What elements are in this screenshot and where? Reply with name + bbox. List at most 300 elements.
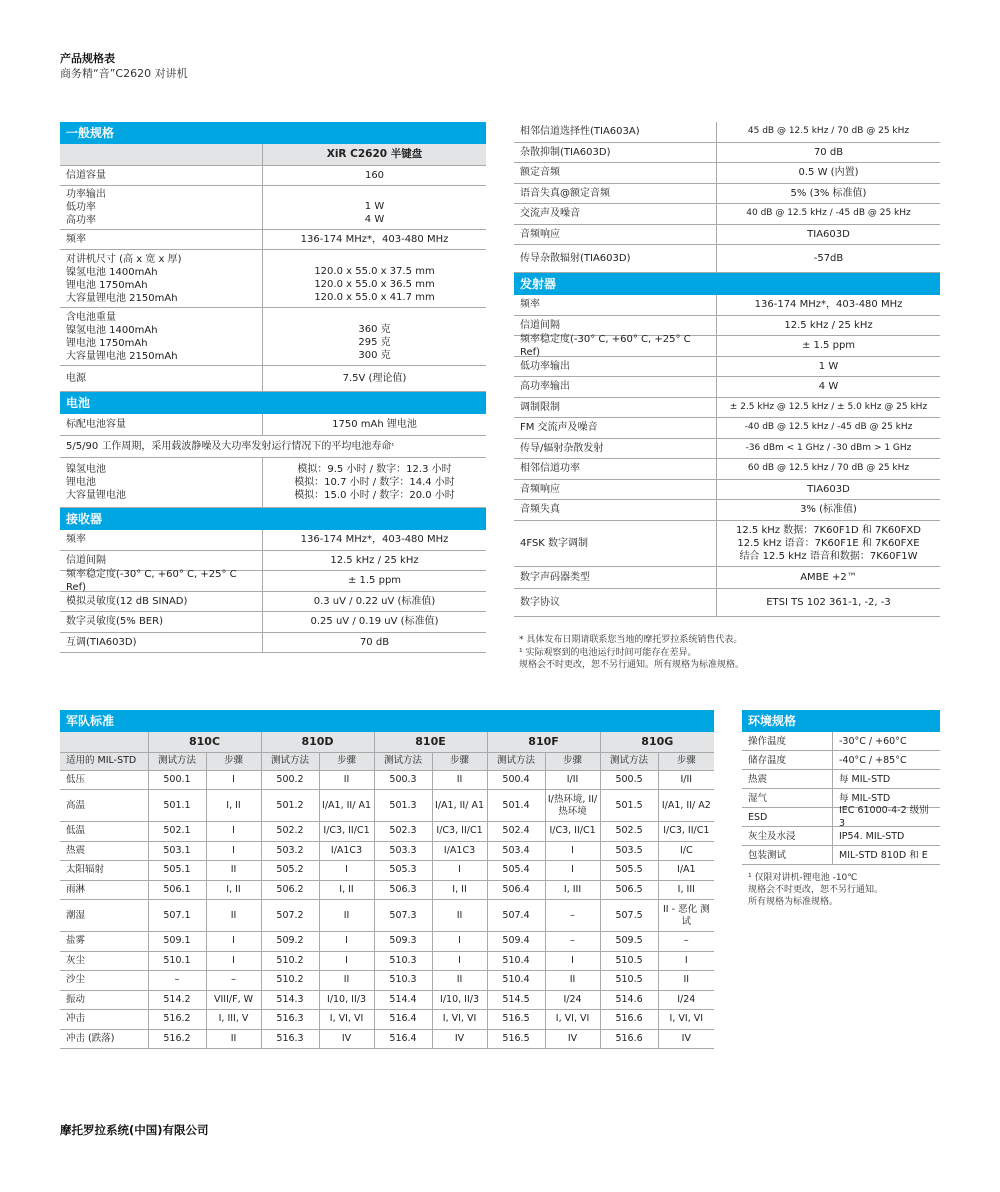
env-label: ESD xyxy=(748,811,768,823)
test-procedure: I, VI, VI xyxy=(658,1010,714,1030)
battery-cycle-row xyxy=(60,436,486,458)
receiver-heading: 接收器 xyxy=(60,508,486,530)
step-header: 步骤 xyxy=(319,752,374,770)
env-label: 操作温度 xyxy=(748,735,787,747)
spec-label: 信道间隔 xyxy=(66,554,106,566)
env-value: 每 MIL-STD xyxy=(832,770,940,788)
transmitter-spec-row xyxy=(514,480,940,501)
transmitter-spec-row xyxy=(514,377,940,398)
method-header: 测试方法 xyxy=(374,752,432,770)
battery-type-label: 镍氢电池 xyxy=(66,464,106,475)
spec-value: 0.5 W (内置) xyxy=(716,163,940,183)
military-test-row xyxy=(60,1010,714,1030)
standard-version-header: 810E xyxy=(374,732,487,752)
military-test-row xyxy=(60,1029,714,1049)
environment-row xyxy=(742,827,940,846)
spec-value xyxy=(716,521,940,566)
test-procedure: I, II xyxy=(319,880,374,900)
test-procedure: I/C3, II/C1 xyxy=(658,822,714,842)
battery-type-label: 大容量锂电池 xyxy=(66,490,126,501)
test-procedure: I/A1C3 xyxy=(432,841,487,861)
test-method: 516.3 xyxy=(261,1029,319,1049)
test-procedure: I xyxy=(319,861,374,881)
spec-value: 70 dB xyxy=(716,143,940,163)
test-method: 514.4 xyxy=(374,990,432,1010)
test-name: 雨淋 xyxy=(60,880,148,900)
test-method: 502.2 xyxy=(261,822,319,842)
test-procedure: I, VI, VI xyxy=(432,1010,487,1030)
test-method: 514.5 xyxy=(487,990,545,1010)
spec-value: 70 dB xyxy=(262,633,486,653)
spec-label: 杂散抑制(TIA603D) xyxy=(520,146,611,158)
test-method: 516.4 xyxy=(374,1010,432,1030)
test-procedure: VIII/F, W xyxy=(206,990,261,1010)
test-procedure: I xyxy=(432,932,487,952)
footnote-line: 规格会不时更改，恕不另行通知。所有规格为标准规格。 xyxy=(519,660,745,670)
transmitter-spec-row xyxy=(514,418,940,439)
test-procedure: I/II xyxy=(658,770,714,790)
spec-label: 4FSK 数字调制 xyxy=(520,537,589,549)
corner-blank xyxy=(60,732,148,752)
test-method: 510.2 xyxy=(261,971,319,991)
env-footnote-line: 所有规格为标准规格。 xyxy=(748,897,839,907)
spec-value: 136-174 MHz*，403-480 MHz xyxy=(262,530,486,550)
spec-label-line: 频率 xyxy=(66,234,86,245)
military-standards-table xyxy=(60,732,714,1049)
spec-label xyxy=(60,230,262,249)
battery-capacity-value: 1750 mAh 锂电池 xyxy=(262,414,486,435)
test-name: 热震 xyxy=(60,841,148,861)
doc-title: 产品规格表 xyxy=(60,52,115,65)
transmitter-spec-row xyxy=(514,567,940,589)
spec-value xyxy=(716,589,940,616)
test-method: 501.4 xyxy=(487,790,545,822)
env-value: -40°C / +85°C xyxy=(832,751,940,769)
spec-label: FM 交流声及噪音 xyxy=(520,422,598,434)
spec-label: 数字协议 xyxy=(520,596,560,608)
test-name: 沙尘 xyxy=(60,971,148,991)
test-method: 507.5 xyxy=(600,900,658,932)
spec-label-line: 信道容量 xyxy=(66,170,106,181)
test-procedure: II xyxy=(432,971,487,991)
environment-row xyxy=(742,770,940,789)
spec-value-line: -36 dBm < 1 GHz / -30 dBm > 1 GHz xyxy=(745,442,912,453)
spec-value-line: 12.5 kHz 数据：7K60F1D 和 7K60FXD xyxy=(736,524,921,536)
test-name: 潮湿 xyxy=(60,900,148,932)
spec-label-line: 对讲机尺寸 (高 x 宽 x 厚) xyxy=(66,253,182,265)
left-spec-column xyxy=(60,122,486,653)
test-method: 516.6 xyxy=(600,1010,658,1030)
env-label: 热震 xyxy=(748,773,768,785)
test-procedure: II xyxy=(432,770,487,790)
test-procedure: – xyxy=(545,932,600,952)
test-method: 505.4 xyxy=(487,861,545,881)
transmitter-spec-row xyxy=(514,333,940,358)
spec-value-line: 1 W xyxy=(818,360,839,372)
spec-value-line: TIA603D xyxy=(807,483,850,495)
spec-value xyxy=(716,377,940,397)
test-procedure: I/C3, II/C1 xyxy=(545,822,600,842)
spec-value: 0.25 uV / 0.19 uV (标准值) xyxy=(262,612,486,632)
test-procedure: I xyxy=(206,932,261,952)
spec-value-line: 12.5 kHz / 25 kHz xyxy=(784,319,873,331)
military-test-row xyxy=(60,932,714,952)
test-method: 502.1 xyxy=(148,822,206,842)
env-label: 包装测试 xyxy=(748,849,787,861)
standard-version-header: 810C xyxy=(148,732,261,752)
spec-value xyxy=(716,398,940,418)
military-test-row xyxy=(60,971,714,991)
test-procedure: II xyxy=(319,900,374,932)
spec-value-line: 295 克 xyxy=(358,337,391,348)
test-method: 505.3 xyxy=(374,861,432,881)
test-procedure: I/C3, II/C1 xyxy=(432,822,487,842)
spec-label-line: 镍氢电池 1400mAh xyxy=(66,266,158,278)
test-procedure: I/A1, II/ A1 xyxy=(319,790,374,822)
military-test-row xyxy=(60,880,714,900)
test-procedure: I, III, V xyxy=(206,1010,261,1030)
test-procedure: I xyxy=(432,861,487,881)
test-method: 510.3 xyxy=(374,971,432,991)
test-method: 506.1 xyxy=(148,880,206,900)
test-method: 500.2 xyxy=(261,770,319,790)
transmitter-spec-rows xyxy=(514,295,940,617)
spec-label: 互调(TIA603D) xyxy=(66,636,137,648)
spec-value xyxy=(262,166,486,185)
test-name: 冲击 (跌落) xyxy=(60,1029,148,1049)
test-procedure: – xyxy=(206,971,261,991)
test-method: 500.5 xyxy=(600,770,658,790)
test-method: 506.3 xyxy=(374,880,432,900)
receiver-spec-rows xyxy=(60,530,486,653)
spec-label: 模拟灵敏度(12 dB SINAD) xyxy=(66,595,188,607)
spec-label-line: 锂电池 1750mAh xyxy=(66,337,148,349)
test-name: 冲击 xyxy=(60,1010,148,1030)
spec-value xyxy=(262,308,486,365)
test-method: 500.1 xyxy=(148,770,206,790)
spec-value: 40 dB @ 12.5 kHz / -45 dB @ 25 kHz xyxy=(716,204,940,224)
test-method: 510.3 xyxy=(374,951,432,971)
general-spec-row xyxy=(60,186,486,230)
test-method: 510.1 xyxy=(148,951,206,971)
spec-value-line: 120.0 x 55.0 x 36.5 mm xyxy=(314,279,435,290)
spec-value: 5% (3% 标准值) xyxy=(716,184,940,204)
test-method: 507.2 xyxy=(261,900,319,932)
spec-value-line: AMBE +2™ xyxy=(800,571,857,583)
military-table-body xyxy=(60,732,714,1049)
test-method: 516.6 xyxy=(600,1029,658,1049)
environment-row xyxy=(742,751,940,770)
test-name: 低温 xyxy=(60,822,148,842)
spec-label-line: 大容量锂电池 2150mAh xyxy=(66,292,178,304)
transmitter-spec-row xyxy=(514,439,940,460)
test-method: 507.4 xyxy=(487,900,545,932)
spec-label: 调制限制 xyxy=(520,401,560,413)
test-procedure: I/A1 xyxy=(658,861,714,881)
spec-value: TIA603D xyxy=(716,225,940,245)
spec-value xyxy=(716,567,940,588)
general-spec-rows xyxy=(60,166,486,392)
test-procedure: I, II xyxy=(432,880,487,900)
receiver-spec-row xyxy=(60,568,486,593)
spec-label: 数字声码器类型 xyxy=(520,571,590,583)
spec-value xyxy=(262,186,486,229)
test-procedure: IV xyxy=(432,1029,487,1049)
receiver-spec-row xyxy=(514,143,940,164)
general-spec-row xyxy=(60,308,486,366)
test-method: 503.3 xyxy=(374,841,432,861)
applicable-mil-std-label: 适用的 MIL-STD xyxy=(60,752,148,770)
spec-label-line: 含电池重量 xyxy=(66,311,116,323)
transmitter-spec-row xyxy=(514,295,940,316)
test-procedure: II xyxy=(206,861,261,881)
transmitter-spec-row xyxy=(514,357,940,378)
env-value: 每 MIL-STD xyxy=(832,789,940,807)
environment-footnotes xyxy=(748,872,948,908)
company-footer: 摩托罗拉系统(中国)有限公司 xyxy=(60,1123,209,1137)
spec-value-line: 300 克 xyxy=(358,350,391,361)
footnote-line: * 具体发布日期请联系您当地的摩托罗拉系统销售代表。 xyxy=(519,635,743,645)
test-method: 510.4 xyxy=(487,951,545,971)
test-procedure: I, II xyxy=(206,880,261,900)
footnote-line: ¹ 实际观察到的电池运行时间可能存在差异。 xyxy=(519,647,697,658)
spec-label-line: 功率输出 xyxy=(66,189,106,200)
battery-life-values xyxy=(262,458,486,507)
right-spec-column xyxy=(514,122,940,617)
battery-heading: 电池 xyxy=(60,392,486,414)
env-footnote-line: ¹ 仅限对讲机-锂电池 -10℃ xyxy=(748,873,858,883)
spec-label-line: 高功率 xyxy=(66,215,96,226)
env-value: -30°C / +60°C xyxy=(832,732,940,750)
method-header: 测试方法 xyxy=(148,752,206,770)
battery-life-row xyxy=(60,458,486,508)
test-name: 振动 xyxy=(60,990,148,1010)
model-header-row xyxy=(60,144,486,166)
general-spec-row xyxy=(60,250,486,308)
receiver-spec-row xyxy=(60,633,486,654)
method-header: 测试方法 xyxy=(487,752,545,770)
step-header: 步骤 xyxy=(432,752,487,770)
spec-value-line: -40 dB @ 12.5 kHz / -45 dB @ 25 kHz xyxy=(744,422,913,433)
spec-label: 低功率输出 xyxy=(520,360,570,372)
spec-label: 数字灵敏度(5% BER) xyxy=(66,616,163,628)
receiver-spec-row xyxy=(514,204,940,225)
spec-value: -57dB xyxy=(716,245,940,272)
spec-label-line: 低功率 xyxy=(66,202,96,213)
model-name: XiR C2620 半键盘 xyxy=(262,144,486,165)
test-method: 500.3 xyxy=(374,770,432,790)
spec-value xyxy=(716,439,940,459)
test-method: 516.2 xyxy=(148,1029,206,1049)
method-step-header-row xyxy=(60,752,714,770)
transmitter-spec-row xyxy=(514,589,940,617)
step-header: 步骤 xyxy=(206,752,261,770)
military-test-row xyxy=(60,900,714,932)
spec-value xyxy=(716,480,940,500)
test-procedure: I/热环境, II/热环境 xyxy=(545,790,600,822)
transmitter-spec-row xyxy=(514,398,940,419)
spec-label: 频率稳定度(-30° C, +60° C, +25° C Ref) xyxy=(520,333,691,358)
test-procedure: II xyxy=(658,971,714,991)
battery-life-value: 模拟：9.5 小时 / 数字：12.3 小时 xyxy=(297,464,452,475)
test-method: 506.2 xyxy=(261,880,319,900)
spec-value-line: 136-174 MHz*，403-480 MHz xyxy=(754,299,903,311)
test-method: 505.2 xyxy=(261,861,319,881)
test-procedure: IV xyxy=(319,1029,374,1049)
env-footnote-line: 规格会不时更改，恕不另行通知。 xyxy=(748,885,884,895)
spec-value-line: 结合 12.5 kHz 语音和数据：7K60F1W xyxy=(739,550,918,562)
spec-value xyxy=(262,230,486,249)
military-test-row xyxy=(60,841,714,861)
spec-value-line: 12.5 kHz 语音：7K60F1E 和 7K60FXE xyxy=(737,537,920,549)
test-procedure: I, VI, VI xyxy=(319,1010,374,1030)
spec-value-line: 120.0 x 55.0 x 41.7 mm xyxy=(314,292,435,303)
spec-label: 音频失真 xyxy=(520,504,560,516)
military-heading: 军队标准 xyxy=(60,710,714,732)
environment-rows xyxy=(742,732,940,865)
test-procedure: I xyxy=(545,951,600,971)
test-procedure: II xyxy=(432,900,487,932)
test-method: 501.5 xyxy=(600,790,658,822)
test-method: 509.4 xyxy=(487,932,545,952)
step-header: 步骤 xyxy=(545,752,600,770)
spec-value-line: 7.5V (理论值) xyxy=(342,373,407,384)
method-header: 测试方法 xyxy=(261,752,319,770)
test-method: 505.1 xyxy=(148,861,206,881)
receiver-spec-row xyxy=(60,592,486,613)
spec-label: 传导杂散辐射(TIA603D) xyxy=(520,253,631,264)
test-method: 507.1 xyxy=(148,900,206,932)
test-method: – xyxy=(148,971,206,991)
test-method: 506.4 xyxy=(487,880,545,900)
spec-value xyxy=(716,295,940,315)
env-value: MIL-STD 810D 和 E xyxy=(832,846,940,864)
spec-label: 音频响应 xyxy=(520,228,560,240)
test-method: 505.5 xyxy=(600,861,658,881)
receiver-spec-row xyxy=(514,184,940,205)
military-standards-panel xyxy=(60,710,714,1049)
step-header: 步骤 xyxy=(658,752,714,770)
spec-label: 相邻信道选择性(TIA603A) xyxy=(520,126,640,138)
test-method: 509.2 xyxy=(261,932,319,952)
receiver-spec-row xyxy=(60,612,486,633)
battery-life-value: 模拟：10.7 小时 / 数字：14.4 小时 xyxy=(294,477,455,488)
spec-label: 相邻信道功率 xyxy=(520,463,580,475)
transmitter-spec-row xyxy=(514,500,940,521)
spec-value-line: ETSI TS 102 361-1, -2, -3 xyxy=(766,596,891,608)
spec-value-line: 3% (标准值) xyxy=(800,504,857,516)
spec-value: 45 dB @ 12.5 kHz / 70 dB @ 25 kHz xyxy=(716,122,940,142)
test-procedure: I xyxy=(206,841,261,861)
spec-value-line: 60 dB @ 12.5 kHz / 70 dB @ 25 kHz xyxy=(747,463,910,474)
spec-value-line: ± 2.5 kHz @ 12.5 kHz / ± 5.0 kHz @ 25 kHz xyxy=(729,401,928,412)
receiver-spec-row xyxy=(514,163,940,184)
spec-label xyxy=(60,186,262,229)
spec-value-line: 360 克 xyxy=(358,324,391,335)
standard-version-header: 810F xyxy=(487,732,600,752)
spec-value xyxy=(716,500,940,520)
transmitter-spec-row xyxy=(514,521,940,567)
standard-version-header: 810D xyxy=(261,732,374,752)
military-test-row xyxy=(60,861,714,881)
battery-cycle-footnote-mark: ¹ xyxy=(391,442,395,450)
test-method: 507.3 xyxy=(374,900,432,932)
spec-value: ± 1.5 ppm xyxy=(262,571,486,591)
spec-label: 音频响应 xyxy=(520,483,560,495)
spec-label: 额定音频 xyxy=(520,167,560,179)
battery-capacity-row xyxy=(60,414,486,436)
transmitter-spec-row xyxy=(514,459,940,480)
spec-label: 频率 xyxy=(520,299,540,311)
doc-subtitle: 商务精“音”C2620 对讲机 xyxy=(60,67,188,80)
test-procedure: I/A1, II/ A2 xyxy=(658,790,714,822)
spec-label: 频率稳定度(-30° C, +60° C, +25° C Ref) xyxy=(66,568,237,593)
spec-value-line: ± 1.5 ppm xyxy=(801,340,856,352)
method-header: 测试方法 xyxy=(600,752,658,770)
standard-version-header: 810G xyxy=(600,732,714,752)
env-value: IP54. MIL-STD xyxy=(832,827,940,845)
spec-label-line: 镍氢电池 1400mAh xyxy=(66,324,158,336)
military-test-row xyxy=(60,770,714,790)
receiver-continued-rows xyxy=(514,122,940,273)
battery-type-label: 锂电池 xyxy=(66,477,96,488)
spec-value-line: 136-174 MHz*，403-480 MHz xyxy=(300,234,449,245)
test-name: 盐雾 xyxy=(60,932,148,952)
spec-value: 12.5 kHz / 25 kHz xyxy=(262,551,486,571)
test-method: 502.5 xyxy=(600,822,658,842)
test-procedure: I/24 xyxy=(545,990,600,1010)
battery-life-value: 模拟：15.0 小时 / 数字：20.0 小时 xyxy=(294,490,455,501)
test-procedure: I xyxy=(319,932,374,952)
spec-value xyxy=(262,250,486,307)
test-method: 501.2 xyxy=(261,790,319,822)
test-method: 509.5 xyxy=(600,932,658,952)
spec-value: 0.3 uV / 0.22 uV (标准值) xyxy=(262,592,486,612)
test-procedure: I xyxy=(206,822,261,842)
test-procedure: I xyxy=(319,951,374,971)
spec-label-line: 大容量锂电池 2150mAh xyxy=(66,350,178,362)
spec-label xyxy=(60,366,262,391)
test-method: 510.5 xyxy=(600,971,658,991)
test-method: 510.4 xyxy=(487,971,545,991)
spec-label xyxy=(60,250,262,307)
test-procedure: II - 恶化 测试 xyxy=(658,900,714,932)
spec-value-line: 4 W xyxy=(364,214,385,225)
test-procedure: II xyxy=(206,1029,261,1049)
test-procedure: I/C3, II/C1 xyxy=(319,822,374,842)
env-value: IEC 61000-4-2 级别 3 xyxy=(832,808,940,826)
spec-label xyxy=(60,166,262,185)
environment-row xyxy=(742,732,940,751)
environment-heading: 环境规格 xyxy=(742,710,940,732)
spec-value-line: 1 W xyxy=(364,201,385,212)
test-procedure: I xyxy=(545,841,600,861)
spec-value xyxy=(716,459,940,479)
test-procedure: – xyxy=(545,900,600,932)
spec-label: 传导/辐射杂散发射 xyxy=(520,442,604,454)
receiver-spec-row xyxy=(514,122,940,143)
test-procedure: I/24 xyxy=(658,990,714,1010)
test-method: 506.5 xyxy=(600,880,658,900)
spec-label-line: 电源 xyxy=(66,373,86,384)
env-label: 灰尘及水浸 xyxy=(748,830,796,842)
general-spec-row xyxy=(60,366,486,392)
test-method: 503.4 xyxy=(487,841,545,861)
test-procedure: I xyxy=(432,951,487,971)
spec-value xyxy=(262,366,486,391)
test-procedure: – xyxy=(658,932,714,952)
general-spec-row xyxy=(60,166,486,186)
